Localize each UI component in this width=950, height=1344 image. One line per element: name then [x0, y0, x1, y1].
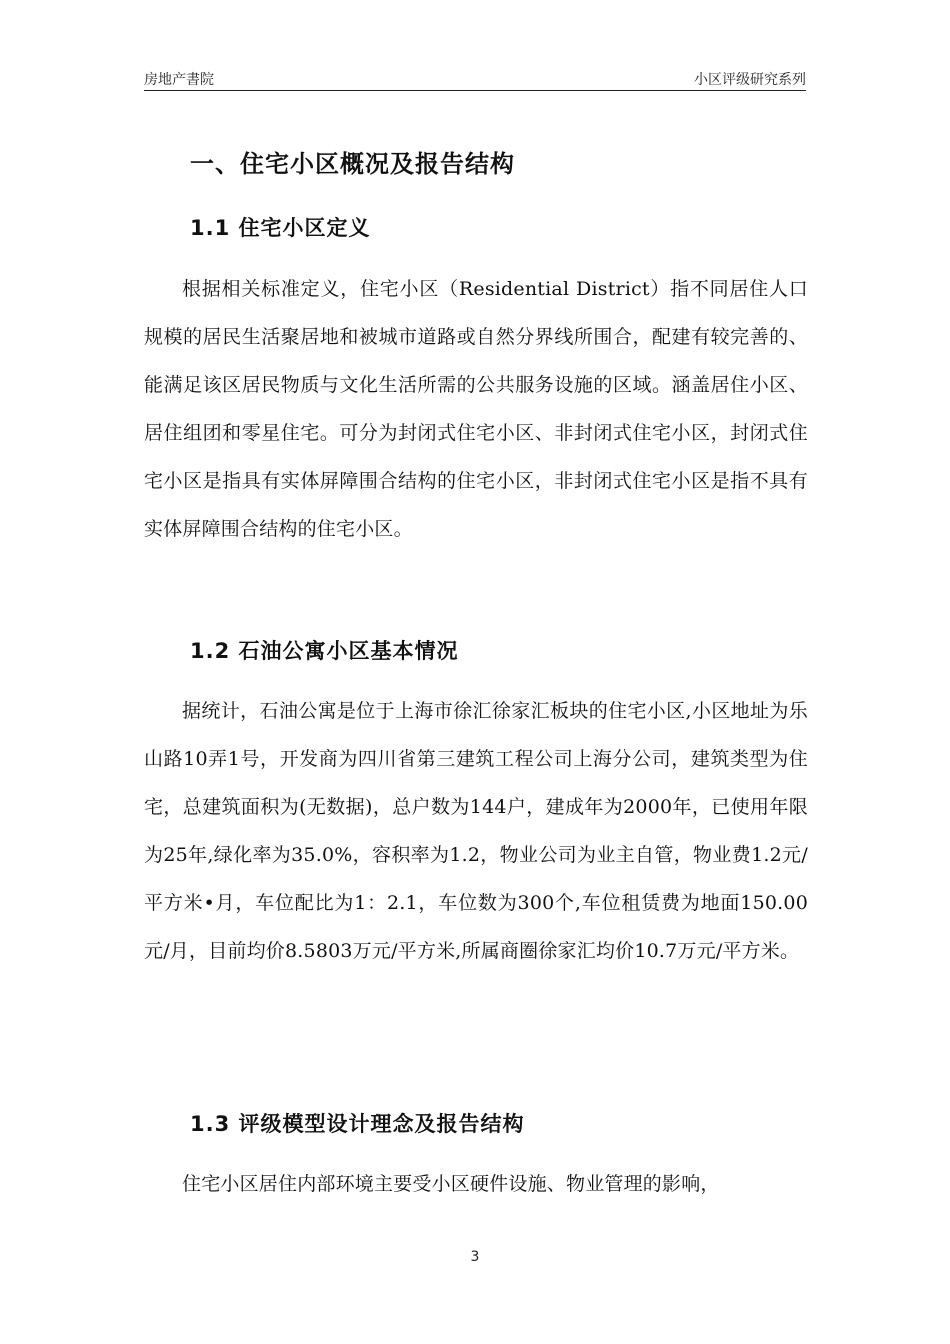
section-1-2-body: 据统计，石油公寓是位于上海市徐汇徐家汇板块的住宅小区,小区地址为乐山路10弄1号，开发商为四川省第三建筑工程公司上海分公司，建筑类型为住宅，总建筑面积为(无数据)，总户数为144户，建成年为2000年，已使用年限为25年,绿化率为35.0%，容积率为1.2，物业公司为业主自管，物业费1.2元/平方米•月，车位配比为1：2.1，车位数为300个,车位租赁费为地面150.00元/月，目前均价8.5803万元/平方米,所属商圈徐家汇均价10.7万元/平方米。: [144, 700, 808, 962]
header-left-text: 房地产書院: [144, 72, 214, 88]
section-1-3-title: 1.3 评级模型设计理念及报告结构: [190, 1112, 525, 1136]
section-1-2-title: 1.2 石油公寓小区基本情况: [190, 639, 459, 663]
page-number: 3: [470, 1249, 480, 1265]
section-1-1-body: 根据相关标准定义，住宅小区（Residential District）指不同居住人口规模的居民生活聚居地和被城市道路或自然分界线所围合，配建有较完善的、能满足该区居民物质与文化生活所需的公共服务设施的区域。涵盖居住小区、居住组团和零星住宅。可分为封闭式住宅小区、非封闭式住宅小区，封闭式住宅小区是指具有实体屏障围合结构的住宅小区，非封闭式住宅小区是指不具有实体屏障围合结构的住宅小区。: [144, 278, 808, 540]
section-1-title: 一、住宅小区概况及报告结构: [190, 150, 515, 178]
section-1-1-title: 1.1 住宅小区定义: [190, 216, 371, 240]
page-header: [144, 64, 806, 91]
header-right-text: 小区评级研究系列: [694, 72, 806, 88]
section-1-3-body: 住宅小区居住内部环境主要受小区硬件设施、物业管理的影响，: [182, 1173, 720, 1195]
